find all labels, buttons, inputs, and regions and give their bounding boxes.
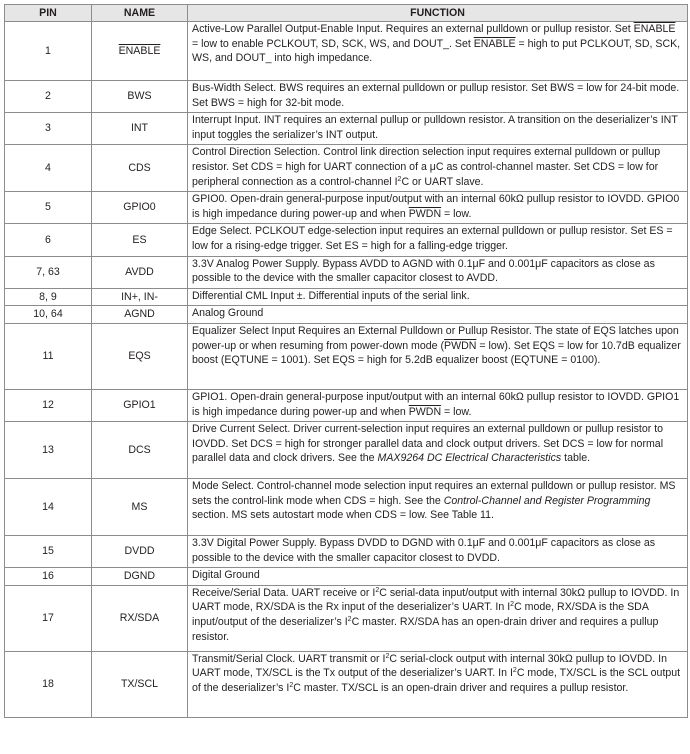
pin-description-table [4, 4, 688, 718]
function-cell [188, 422, 688, 479]
superscript: 2 [397, 175, 402, 183]
name-cell: GPIO0 [92, 192, 188, 224]
function-text: 3.3V Digital Power Supply. Bypass DVDD to DGND with 0.1μF and 0.001μF capacitors as close as possible to the device with the smaller capacitor closest to DVDD. [192, 537, 656, 564]
table-row [5, 479, 688, 536]
function-cell [188, 224, 688, 256]
function-text: PWDN [444, 339, 477, 352]
name-cell: INT [92, 113, 188, 145]
table-row [5, 192, 688, 224]
function-cell [188, 192, 688, 224]
pin-cell: 1 [5, 22, 92, 81]
name-cell: GPIO1 [92, 389, 188, 421]
function-text: Drive Current Select. Driver current-selection input requires an external pulldown or pullup resistor to IOVDD. Set DCS = high for stronger parallel data and clock output drivers. Set DCS = low for normal parallel data and clock drivers. See the [192, 423, 664, 465]
pin-cell: 13 [5, 422, 92, 479]
function-text: Receive/Serial Data. UART receive or I [192, 586, 376, 599]
name-cell: EQS [92, 323, 188, 389]
header-function: FUNCTION [188, 5, 688, 22]
function-text: = low. [441, 405, 472, 418]
function-cell [188, 113, 688, 145]
table-row [5, 81, 688, 113]
table-row [5, 585, 688, 651]
header-pin: PIN [5, 5, 92, 22]
pin-cell: 11 [5, 323, 92, 389]
table-row [5, 568, 688, 586]
function-text: table. [561, 452, 591, 465]
function-text: Transmit/Serial Clock. UART transmit or I [192, 652, 386, 665]
table-row [5, 113, 688, 145]
superscript: 2 [510, 601, 515, 609]
name-cell: MS [92, 479, 188, 536]
table-row [5, 651, 688, 717]
name-cell: AGND [92, 306, 188, 324]
table-row [5, 256, 688, 288]
pin-cell: 7, 63 [5, 256, 92, 288]
function-text: section. MS sets autostart mode when CDS = low. See Table 11. [192, 509, 494, 522]
superscript: 2 [347, 616, 352, 624]
table-row [5, 389, 688, 421]
function-text: C mode, RX/SDA is the SDA input/output of the deserializer’s I [192, 601, 649, 629]
function-text: PWDN [408, 207, 442, 220]
table-row [5, 306, 688, 324]
function-text: Differential CML Input ±. Differential inputs of the serial link. [192, 289, 470, 302]
function-text: Edge Select. PCLKOUT edge-selection input requires an external pulldown or pullup resistor. Set ES = low for a rising-edge trigger. Set ES = high for a falling-edge trigger. [192, 225, 673, 252]
function-cell [188, 479, 688, 536]
pin-cell: 3 [5, 113, 92, 145]
function-text: Digital Ground [192, 569, 260, 582]
function-text: Analog Ground [192, 307, 264, 320]
name-cell: DVDD [92, 536, 188, 568]
table-header-row [5, 5, 688, 22]
function-text: C serial-clock output with internal 30kΩ pullup to IOVDD. In UART mode, TX/SCL is the Tx output of the deserializer’s UART. In I [192, 652, 667, 680]
function-text: 3.3V Analog Power Supply. Bypass AVDD to AGND with 0.1μF and 0.001μF capacitors as close as possible to the device with the smaller capacitor closest to AVDD. [192, 257, 655, 285]
name-cell: ENABLE [92, 22, 188, 81]
function-cell [188, 256, 688, 288]
function-text: MAX9264 DC Electrical Characteristics [377, 452, 562, 465]
table-row [5, 536, 688, 568]
name-cell: ES [92, 224, 188, 256]
function-text: PWDN [408, 405, 442, 418]
pin-cell: 10, 64 [5, 306, 92, 324]
pin-cell: 17 [5, 585, 92, 651]
name-cell: AVDD [92, 256, 188, 288]
function-text: ENABLE [473, 37, 516, 50]
function-text: Mode Select. Control-channel mode selection input requires an external pulldown or pullup resistor. MS sets the control-link mode when CDS = high. See the [192, 480, 676, 507]
function-text: = low. [441, 207, 472, 220]
pin-cell: 12 [5, 389, 92, 421]
function-cell [188, 323, 688, 389]
table-row [5, 145, 688, 192]
function-cell [188, 145, 688, 192]
name-cell: BWS [92, 81, 188, 113]
pin-cell: 6 [5, 224, 92, 256]
pin-cell: 5 [5, 192, 92, 224]
pin-cell: 2 [5, 81, 92, 113]
function-text: Active-Low Parallel Output-Enable Input. Requires an external pulldown or pullup resistor. Set [192, 23, 634, 35]
function-text: Equalizer Select Input Requires an External Pulldown or Pullup Resistor. The state of EQS latches upon power-up or when resuming from power-down mode ( [192, 324, 679, 352]
superscript: 2 [375, 586, 380, 594]
pin-cell: 8, 9 [5, 288, 92, 306]
function-text: = low). Set EQS = low for 10.7dB equalizer boost (EQTUNE = 1001). Set EQS = high for 5.2dB equalizer boost (EQTUNE = 0100). [192, 339, 681, 367]
function-text: C master. TX/SCL is an open-drain driver and requires a pullup resistor. [293, 682, 629, 695]
function-text: C serial-data input/output with internal 30kΩ pullup to IOVDD. In UART mode, RX/SDA is the Rx input of the deserializer’s UART. In I [192, 586, 680, 614]
table-row [5, 288, 688, 306]
name-cell: IN+, IN- [92, 288, 188, 306]
function-text: GPIO0. Open-drain general-purpose input/output with an internal 60kΩ pullup resistor to IOVDD. GPIO0 is high impedance during power-up and when [192, 193, 680, 220]
function-text: Control-Channel and Register Programming [443, 494, 651, 507]
pin-cell: 18 [5, 651, 92, 717]
superscript: 2 [289, 682, 294, 690]
function-text: ENABLE [633, 23, 676, 35]
pin-cell: 16 [5, 568, 92, 586]
function-text: Control Direction Selection. Control link direction selection input requires external pulldown or pullup resistor. Set CDS = high for UART connection of a μC as control-channel master. Set CDS = low for peripheral connection as a control-channel I [192, 146, 661, 188]
name-cell: DCS [92, 422, 188, 479]
function-text: Bus-Width Select. BWS requires an external pulldown or pullup resistor. Set BWS = low for 24-bit mode. Set BWS = high for 32-bit mode. [192, 82, 680, 109]
function-cell [188, 288, 688, 306]
pin-cell: 14 [5, 479, 92, 536]
function-text: C or UART slave. [401, 175, 484, 188]
name-cell: RX/SDA [92, 585, 188, 651]
pin-cell: 15 [5, 536, 92, 568]
name-cell: DGND [92, 568, 188, 586]
header-name: NAME [92, 5, 188, 22]
function-cell [188, 22, 688, 81]
function-cell [188, 651, 688, 717]
function-cell [188, 536, 688, 568]
function-text: C master. RX/SDA has an open-drain driver and requires a pullup resistor. [192, 616, 659, 643]
superscript: 2 [512, 667, 517, 675]
name-cell: TX/SCL [92, 651, 188, 717]
function-text: Interrupt Input. INT requires an external pullup or pulldown resistor. A transition on the deserializer’s INT input toggles the serializer’s INT output. [192, 114, 678, 141]
table-row [5, 323, 688, 389]
function-text: C mode, TX/SCL is the SCL output of the deserializer’s I [192, 667, 681, 695]
table-row [5, 422, 688, 479]
function-text: = high to put PCLKOUT, SD, SCK, WS, and DOUT_ into high impedance. [192, 37, 681, 65]
name-cell: CDS [92, 145, 188, 192]
table-body [5, 22, 688, 718]
function-cell [188, 389, 688, 421]
pin-cell: 4 [5, 145, 92, 192]
superscript: 2 [385, 652, 390, 660]
function-text: = low to enable PCLKOUT, SD, SCK, WS, and DOUT_. Set [192, 37, 474, 50]
function-text: GPIO1. Open-drain general-purpose input/output with an internal 60kΩ pullup resistor to IOVDD. GPIO1 is high impedance during power-up and when [192, 390, 680, 418]
function-cell [188, 568, 688, 586]
function-cell [188, 306, 688, 324]
table-row [5, 224, 688, 256]
function-cell [188, 585, 688, 651]
function-cell [188, 81, 688, 113]
table-row [5, 22, 688, 81]
